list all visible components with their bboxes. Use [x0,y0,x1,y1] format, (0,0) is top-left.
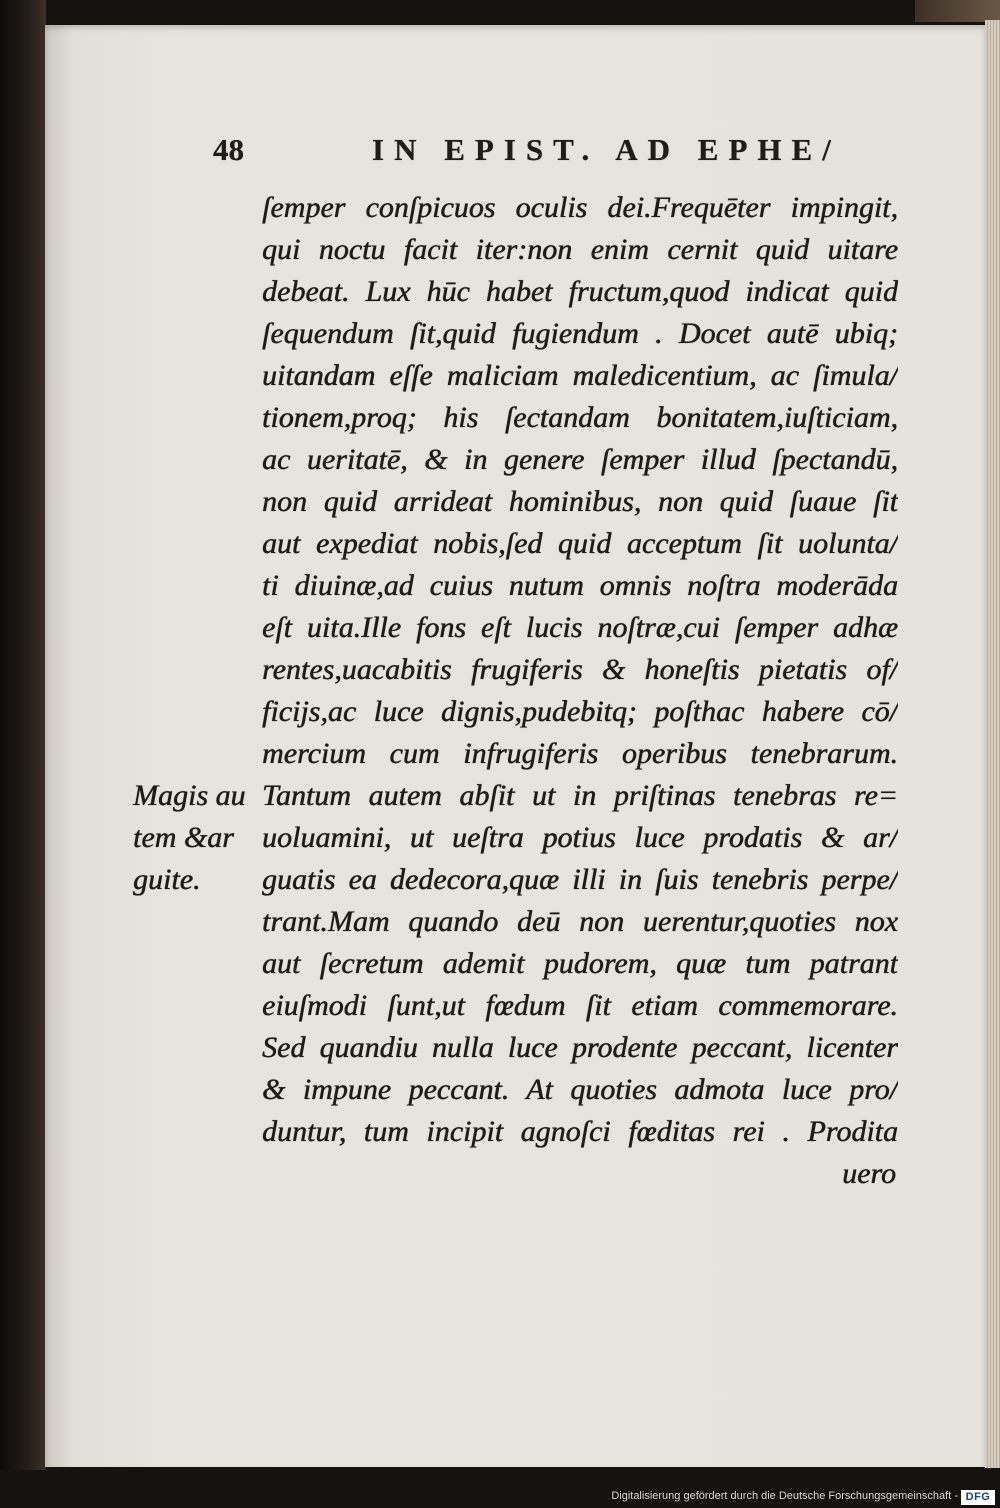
text-line: trant.Mam quando deū non uerentur,quoties nox [262,905,898,938]
text-line: uitandam eſſe maliciam maledicentium, ac ſimula/ [262,359,898,392]
text-line: aut expediat nobis,ſed quid acceptum ſit uolunta/ [262,527,898,560]
text-line: eſt uita.Ille fons eſt lucis noſtræ,cui ſemper adhæ [262,611,898,644]
text-line: Sed quandiu nulla luce prodente peccant, licenter [262,1031,898,1064]
text-line: uoluamini, ut ueſtra potius luce prodatis & ar/ [262,821,898,854]
text-line: ſequendum ſit,quid fugiendum . Docet autē ubiq; [262,317,898,350]
text-line: ac ueritatē, & in genere ſemper illud ſpectandū, [262,443,898,476]
book-binding [0,0,46,1470]
text-line: tionem,proq; his ſectandam bonitatem,iuſticiam, [262,401,898,434]
text-line: aut ſecretum ademit pudorem, quæ tum patrant [262,947,898,980]
dfg-logo: DFG [961,1490,995,1505]
text-line: non quid arrideat hominibus, non quid ſuaue ſit [262,485,898,518]
text-line: ſemper conſpicuos oculis dei.Frequēter impingit, [262,191,898,224]
text-line: mercium cum infrugiferis operibus tenebrarum. [262,737,898,770]
margin-note-line: Magis au [133,779,246,812]
text-line: eiuſmodi ſunt,ut fœdum ſit etiam commemorare. [262,989,898,1022]
text-line: duntur, tum incipit agnoſci fœditas rei . Prodita [262,1115,898,1148]
margin-note-line: guite. [133,863,201,896]
body-text [262,187,898,1153]
text-line: guatis ea dedecora,quæ illi in ſuis tenebris perpe/ [262,863,898,896]
digitization-credit: Digitalisierung gefördert durch die Deutsche Forschungsgemeinschaft - [611,1490,958,1502]
text-line: ti diuinæ,ad cuius nutum omnis noſtra moderāda [262,569,898,602]
text-line: rentes,uacabitis frugiferis & honeſtis pietatis of/ [262,653,898,686]
text-line: & impune peccant. At quoties admota luce pro/ [262,1073,898,1106]
page-number: 48 [213,132,244,167]
running-head: IN EPIST. AD EPHE/ [372,132,841,167]
margin-note-line: tem &ar [133,821,234,854]
cover-corner [915,0,1000,22]
margin-note [133,775,258,901]
text-line: ficijs,ac luce dignis,pudebitq; poſthac habere cō/ [262,695,898,728]
page-edges [985,20,1000,1468]
text-line: qui noctu facit iter:non enim cernit quid uitare [262,233,898,266]
text-line: Tantum autem abſit ut in priſtinas tenebras re= [262,779,898,812]
text-line: debeat. Lux hūc habet fructum,quod indicat quid [262,275,898,308]
catchword: uero [842,1157,896,1190]
